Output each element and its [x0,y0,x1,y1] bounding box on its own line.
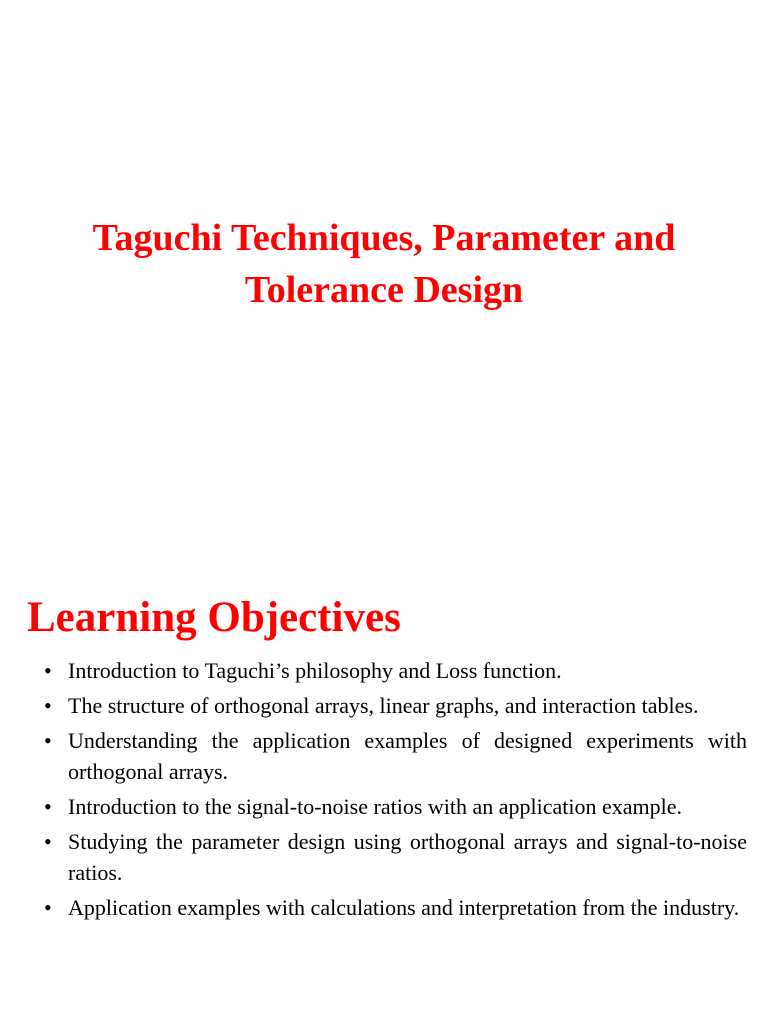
objective-item-6 [44,892,747,923]
learning-objectives-heading: Learning Objectives [27,594,401,641]
objective-text: Studying the parameter design using orthogonal arrays and signal-to-noise ratios. [68,829,747,885]
bullet-icon: • [44,829,52,854]
bullet-icon: • [44,728,52,753]
objective-item-5 [44,826,747,888]
objective-text: Introduction to the signal-to-noise ratios with an application example. [68,794,683,819]
bullet-icon: • [44,895,52,920]
objectives-list [44,655,747,927]
bullet-icon: • [44,794,52,819]
presentation-title [40,212,728,316]
objective-item-3 [44,725,747,787]
bullet-icon: • [44,658,52,683]
objective-item-4 [44,791,747,822]
objective-text: Application examples with calculations and interpretation from the industry. [68,895,740,920]
objective-item-1 [44,655,747,686]
objective-text: The structure of orthogonal arrays, linear graphs, and interaction tables. [68,693,699,718]
learning-objectives-slide [0,512,768,1024]
title-line-1: Taguchi Techniques, Parameter and [92,217,676,259]
bullet-icon: • [44,693,52,718]
title-line-2: Tolerance Design [244,269,524,311]
objective-item-2 [44,690,747,721]
objective-text: Understanding the application examples of designed experiments with orthogonal arrays. [68,728,747,784]
objective-text: Introduction to Taguchi’s philosophy and Loss function. [68,658,562,683]
